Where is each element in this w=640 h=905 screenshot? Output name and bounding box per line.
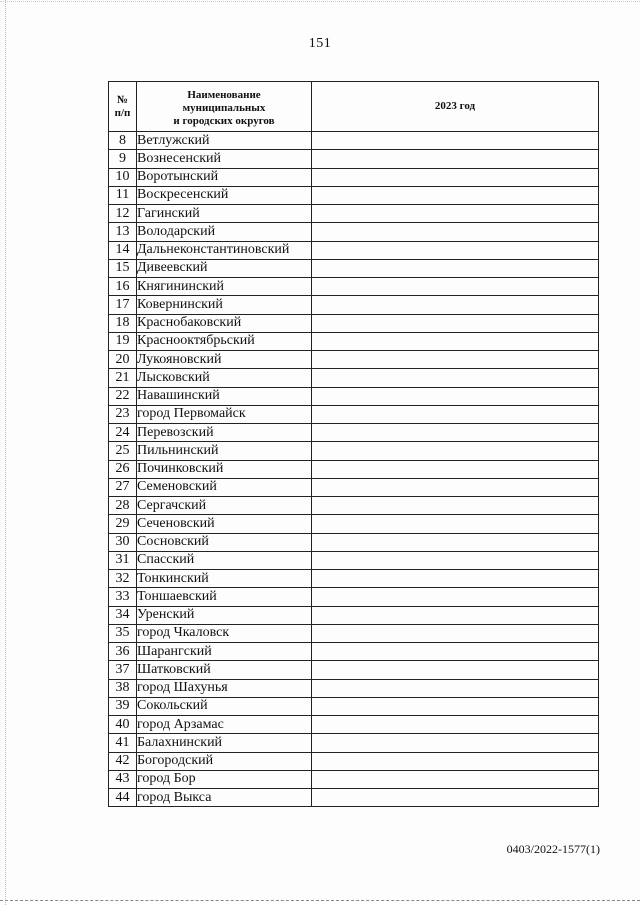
table-row [109,789,599,807]
table-row [109,241,599,259]
row-number: 16 [109,278,137,296]
table-row [109,661,599,679]
document-number: 0403/2022-1577(1) [506,842,600,856]
table-row [109,424,599,442]
header-num [109,82,137,132]
row-number: 32 [109,570,137,588]
row-number: 9 [109,150,137,168]
year-2023-value [312,351,599,369]
table-row [109,369,599,387]
year-2023-value [312,405,599,423]
municipalities-table [108,81,599,807]
year-2023-value [312,186,599,204]
municipality-name: Краснобаковский [137,314,312,332]
row-number: 18 [109,314,137,332]
table-row [109,515,599,533]
year-2023-value [312,515,599,533]
year-2023-value [312,752,599,770]
municipality-name: Воротынский [137,168,312,186]
table-row [109,570,599,588]
row-number: 37 [109,661,137,679]
municipality-name: Лукояновский [137,351,312,369]
municipality-name: Тонкинский [137,570,312,588]
row-number: 8 [109,132,137,150]
municipality-name: город Выкса [137,789,312,807]
year-2023-value [312,770,599,788]
table-row [109,332,599,350]
municipality-name: Сергачский [137,497,312,515]
year-2023-value [312,223,599,241]
municipality-name: Навашинский [137,387,312,405]
municipality-name: Шатковский [137,661,312,679]
municipality-name: город Арзамас [137,716,312,734]
year-2023-value [312,424,599,442]
municipality-name: Дальнеконстантиновский [137,241,312,259]
municipality-name: Спасский [137,551,312,569]
municipality-name: Дивеевский [137,259,312,277]
table-row [109,186,599,204]
row-number: 22 [109,387,137,405]
table-row [109,606,599,624]
table-row [109,150,599,168]
year-2023-value [312,442,599,460]
municipality-name: Уренский [137,606,312,624]
year-2023-value [312,716,599,734]
table-row [109,314,599,332]
row-number: 33 [109,588,137,606]
table-row [109,168,599,186]
year-2023-value [312,497,599,515]
municipality-name: Сосновский [137,533,312,551]
header-num-line: № [116,93,129,106]
table-row [109,643,599,661]
header-year: 2023 год [312,82,599,132]
municipality-name: Перевозский [137,424,312,442]
row-number: 35 [109,624,137,642]
table-row [109,442,599,460]
year-2023-value [312,661,599,679]
scan-edge-top [0,0,640,2]
year-2023-value [312,588,599,606]
row-number: 44 [109,789,137,807]
year-2023-value [312,624,599,642]
table-row [109,716,599,734]
table-row [109,497,599,515]
municipality-name: Ветлужский [137,132,312,150]
header-num-line: п/п [114,106,131,119]
scan-edge-bottom [0,900,640,903]
year-2023-value [312,314,599,332]
row-number: 23 [109,405,137,423]
row-number: 19 [109,332,137,350]
row-number: 17 [109,296,137,314]
municipality-name: Шарангский [137,643,312,661]
row-number: 24 [109,424,137,442]
table-row [109,624,599,642]
year-2023-value [312,205,599,223]
year-2023-value [312,789,599,807]
row-number: 13 [109,223,137,241]
year-2023-value [312,734,599,752]
year-2023-value [312,478,599,496]
row-number: 20 [109,351,137,369]
table-row [109,132,599,150]
table-row [109,478,599,496]
row-number: 29 [109,515,137,533]
municipality-name: город Шахунья [137,679,312,697]
row-number: 28 [109,497,137,515]
year-2023-value [312,132,599,150]
municipality-name: Починковский [137,460,312,478]
header-name-line: Наименование [187,88,261,101]
year-2023-value [312,241,599,259]
table-row [109,259,599,277]
table-header-row [109,82,599,132]
row-number: 41 [109,734,137,752]
row-number: 39 [109,697,137,715]
municipality-name: Ковернинский [137,296,312,314]
year-2023-value [312,259,599,277]
table-row [109,679,599,697]
row-number: 30 [109,533,137,551]
year-2023-value [312,533,599,551]
year-2023-value [312,369,599,387]
row-number: 42 [109,752,137,770]
municipality-name: Гагинский [137,205,312,223]
year-2023-value [312,387,599,405]
year-2023-value [312,150,599,168]
table-row [109,551,599,569]
municipality-name: Воскресенский [137,186,312,204]
municipality-name: Сокольский [137,697,312,715]
year-2023-value [312,570,599,588]
table-row [109,205,599,223]
table-row [109,296,599,314]
municipality-name: Вознесенский [137,150,312,168]
row-number: 27 [109,478,137,496]
table-row [109,223,599,241]
year-2023-value [312,679,599,697]
municipality-name: Володарский [137,223,312,241]
table-row [109,588,599,606]
row-number: 43 [109,770,137,788]
row-number: 12 [109,205,137,223]
year-2023-value [312,168,599,186]
year-2023-value [312,606,599,624]
table-row [109,770,599,788]
page-number: 151 [308,36,332,51]
year-2023-value [312,296,599,314]
row-number: 10 [109,168,137,186]
municipality-name: город Бор [137,770,312,788]
municipality-name: город Первомайск [137,405,312,423]
year-2023-value [312,460,599,478]
row-number: 40 [109,716,137,734]
table-row [109,734,599,752]
row-number: 21 [109,369,137,387]
table-row [109,351,599,369]
header-name-line: муниципальных [182,101,266,114]
row-number: 11 [109,186,137,204]
year-2023-value [312,278,599,296]
municipality-name: Балахнинский [137,734,312,752]
municipality-name: Лысковский [137,369,312,387]
municipality-name: Пильнинский [137,442,312,460]
municipality-name: город Чкаловск [137,624,312,642]
row-number: 15 [109,259,137,277]
municipality-name: Тоншаевский [137,588,312,606]
table-body [109,132,599,807]
year-2023-value [312,332,599,350]
header-name-line: и городских округов [173,114,275,127]
table-row [109,460,599,478]
row-number: 14 [109,241,137,259]
municipality-name: Семеновский [137,478,312,496]
year-2023-value [312,643,599,661]
table-row [109,752,599,770]
row-number: 25 [109,442,137,460]
municipality-name: Сеченовский [137,515,312,533]
row-number: 36 [109,643,137,661]
table-row [109,387,599,405]
year-2023-value [312,551,599,569]
row-number: 34 [109,606,137,624]
row-number: 38 [109,679,137,697]
municipality-name: Краснооктябрьский [137,332,312,350]
table-row [109,697,599,715]
row-number: 31 [109,551,137,569]
year-2023-value [312,697,599,715]
header-name [137,82,312,132]
municipality-name: Богородский [137,752,312,770]
table-row [109,278,599,296]
scan-edge-left [0,0,6,905]
table-row [109,405,599,423]
row-number: 26 [109,460,137,478]
municipality-name: Княгининский [137,278,312,296]
table-row [109,533,599,551]
